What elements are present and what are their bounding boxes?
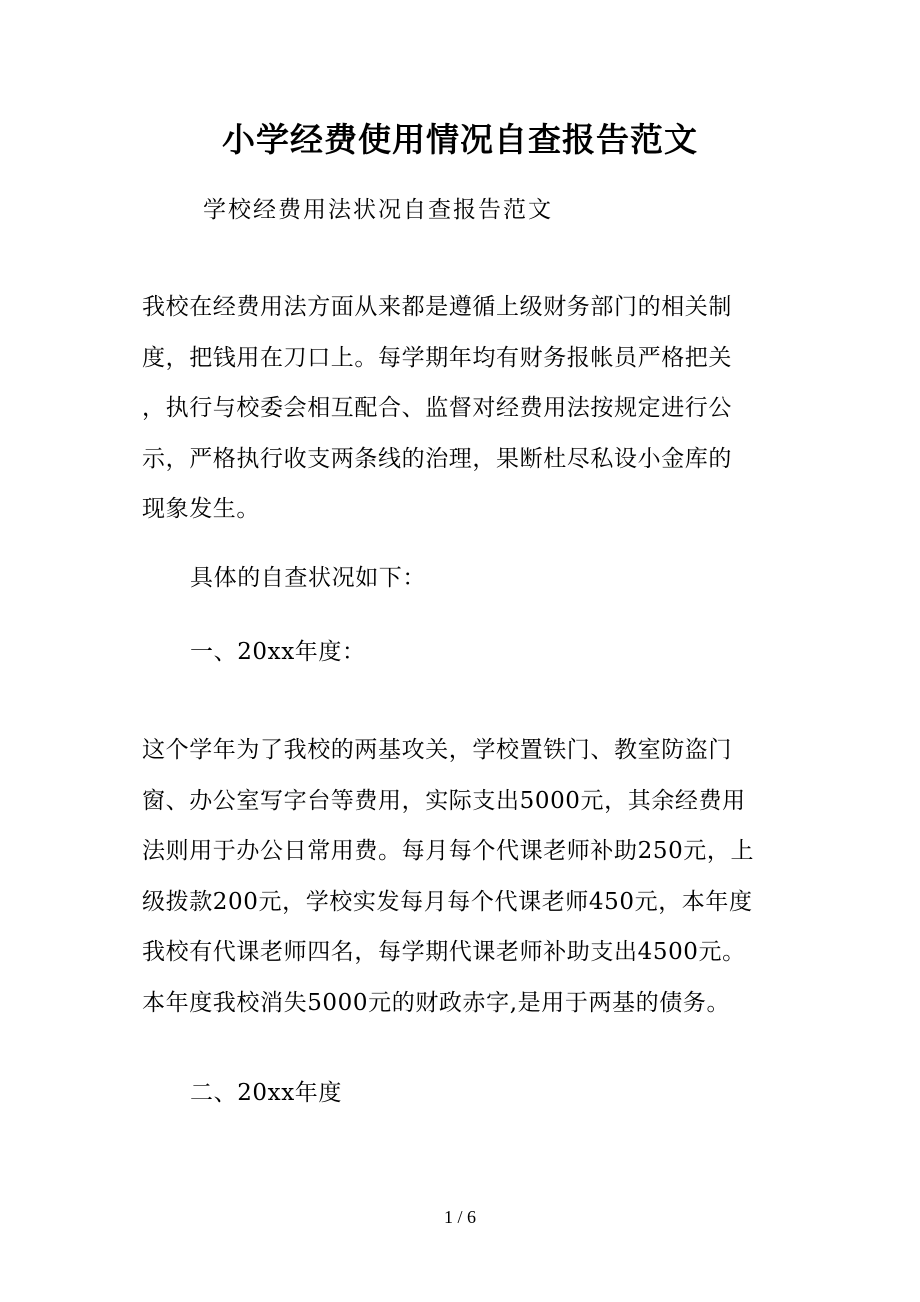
paragraph-line: 这个学年为了我校的两基攻关，学校置铁门、教室防盗门	[142, 737, 732, 763]
paragraph-line: 我校有代课老师四名，每学期代课老师补助支出4500元。	[142, 939, 746, 965]
paragraph-line: 度，把钱用在刀口上。每学期年均有财务报帐员严格把关	[142, 344, 732, 371]
document-subtitle: 学校经费用法状况自查报告范文	[203, 197, 553, 223]
document-title: 小学经费使用情况自查报告范文	[222, 120, 698, 159]
paragraph-line: 示，严格执行收支两条线的治理，果断杜尽私设小金库的	[142, 445, 732, 472]
paragraph-line: 法则用于办公日常用费。每月每个代课老师补助250元，上	[142, 838, 755, 864]
paragraph-line: 窗、办公室写字台等费用，实际支出5000元，其余经费用	[142, 787, 746, 814]
paragraph-line: ，执行与校委会相互配合、监督对经费用法按规定进行公	[142, 395, 732, 421]
year2-heading: 二、20xx年度	[190, 1080, 343, 1106]
detail-heading: 具体的自查状况如下：	[190, 565, 426, 591]
paragraph-line: 本年度我校消失5000元的财政赤字,是用于两基的债务。	[142, 989, 731, 1016]
year1-paragraph	[142, 725, 782, 1028]
paragraph-line: 我校在经费用法方面从来都是遵循上级财务部门的相关制	[142, 294, 732, 320]
paragraph-line: 级拨款200元，学校实发每月每个代课老师450元，本年度	[142, 888, 753, 915]
year1-heading: 一、20xx年度：	[190, 639, 366, 665]
intro-paragraph	[142, 282, 782, 535]
paragraph-line: 现象发生。	[142, 496, 260, 522]
page-number: 1 / 6	[443, 1207, 476, 1227]
